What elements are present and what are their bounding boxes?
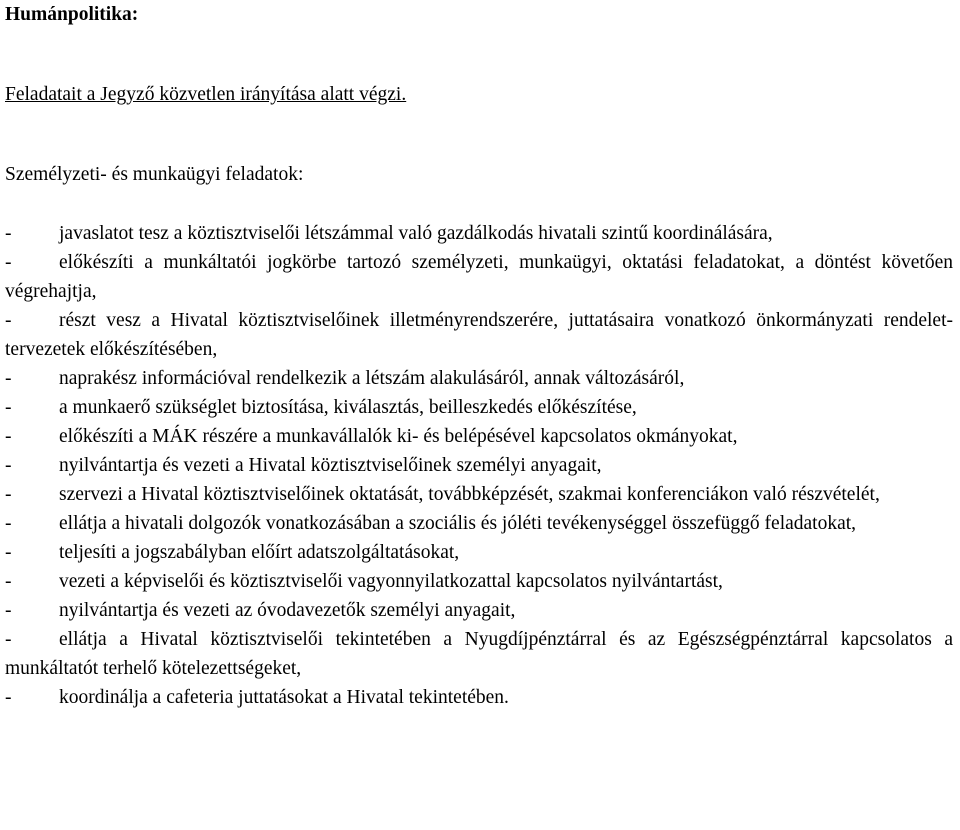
bullet-dash: - [5, 542, 12, 563]
bullet-dash: - [5, 513, 12, 534]
bullet-dash: - [5, 629, 12, 650]
intro-text: Feladatait a Jegyző közvetlen irányítása alatt végzi. [5, 84, 407, 105]
list-item-text: teljesíti a jogszabályban előírt adatszolgáltatásokat, [59, 542, 460, 563]
list-item [5, 393, 953, 422]
list-item [5, 219, 953, 248]
list-item [5, 364, 953, 393]
list-item [5, 306, 953, 364]
list-item-text: szervezi a Hivatal köztisztviselőinek oktatását, továbbképzését, szakmai konferenciákon való részvételét, [59, 484, 880, 505]
list-item [5, 683, 953, 712]
bullet-dash: - [5, 484, 12, 505]
list-item-text: naprakész információval rendelkezik a létszám alakulásáról, annak változásáról, [59, 368, 685, 389]
list-item [5, 596, 953, 625]
bullet-dash: - [5, 455, 12, 476]
subsection-heading: Személyzeti- és munkaügyi feladatok: [5, 164, 304, 185]
list-item [5, 567, 953, 596]
list-item [5, 509, 953, 538]
list-item [5, 480, 953, 509]
list-item [5, 422, 953, 451]
list-item-text: vezeti a képviselői és köztisztviselői vagyonnyilatkozattal kapcsolatos nyilvántartást, [59, 571, 723, 592]
list-item [5, 625, 953, 683]
bullet-dash: - [5, 571, 12, 592]
bullet-dash: - [5, 600, 12, 621]
list-item-text: nyilvántartja és vezeti az óvodavezetők személyi anyagait, [59, 600, 516, 621]
task-list [5, 219, 953, 712]
bullet-dash: - [5, 397, 12, 418]
list-item [5, 538, 953, 567]
bullet-dash: - [5, 252, 12, 273]
bullet-dash: - [5, 223, 12, 244]
list-item-text: ellátja a Hivatal köztisztviselői tekintetében a Nyugdíjpénztárral és az Egészségpénztárral kapcsolatos a munkáltatót terhelő kötelezettségeket, [5, 629, 953, 679]
bullet-dash: - [5, 687, 12, 708]
bullet-dash: - [5, 368, 12, 389]
list-item-text: ellátja a hivatali dolgozók vonatkozásában a szociális és jóléti tevékenységgel összefüggő feladatokat, [59, 513, 857, 534]
section-heading: Humánpolitika: [5, 4, 139, 25]
list-item-text: koordinálja a cafeteria juttatásokat a Hivatal tekintetében. [59, 687, 509, 708]
bullet-dash: - [5, 310, 12, 331]
bullet-dash: - [5, 426, 12, 447]
list-item-text: részt vesz a Hivatal köztisztviselőinek illetményrendszerére, juttatásaira vonatkozó önkormányzati rendelet-tervezetek előkészítésében, [5, 310, 953, 360]
list-item-text: a munkaerő szükséglet biztosítása, kiválasztás, beilleszkedés előkészítése, [59, 397, 637, 418]
list-item-text: előkészíti a munkáltatói jogkörbe tartozó személyzeti, munkaügyi, oktatási feladatokat, a döntést követően végrehajtja, [5, 252, 953, 302]
list-item [5, 451, 953, 480]
list-item-text: előkészíti a MÁK részére a munkavállalók ki- és belépésével kapcsolatos okmányokat, [59, 426, 738, 447]
list-item [5, 248, 953, 306]
list-item-text: nyilvántartja és vezeti a Hivatal köztisztviselőinek személyi anyagait, [59, 455, 602, 476]
list-item-text: javaslatot tesz a köztisztviselői létszámmal való gazdálkodás hivatali szintű koordinálására, [59, 223, 773, 244]
